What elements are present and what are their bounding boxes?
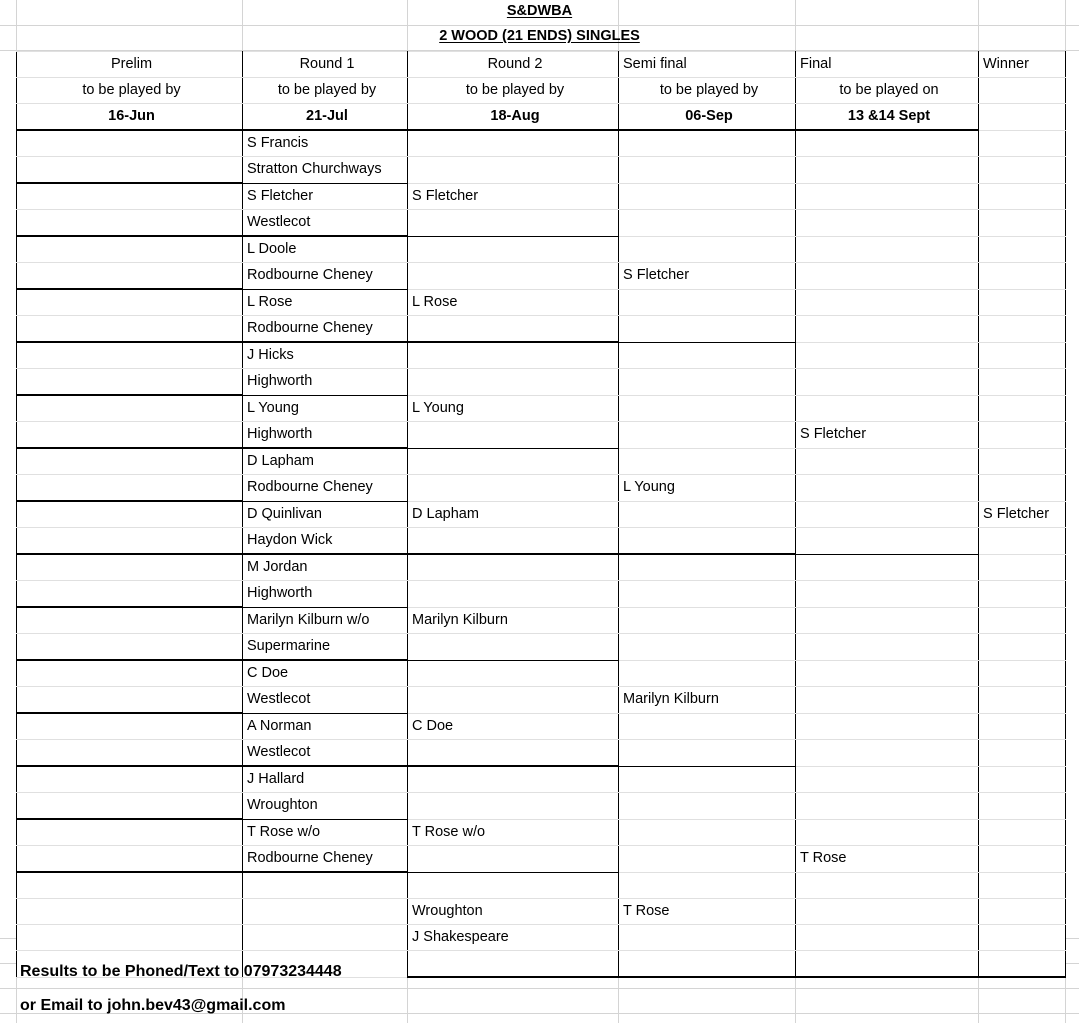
prelim-cell	[17, 448, 243, 475]
round2-cell: Marilyn Kilburn	[408, 607, 619, 634]
final-cell	[796, 342, 979, 369]
bracket-row	[17, 475, 1066, 502]
prelim-cell	[17, 872, 243, 899]
round1-cell: Highworth	[243, 369, 408, 396]
final-cell	[796, 475, 979, 502]
round-header-round1: Round 1	[243, 52, 408, 78]
final-cell	[796, 210, 979, 237]
prelim-cell	[17, 846, 243, 873]
semifinal-cell	[619, 925, 796, 951]
final-cell	[796, 740, 979, 767]
round-header-final: Final	[796, 52, 979, 78]
prelim-cell	[17, 819, 243, 846]
round2-cell	[408, 581, 619, 608]
winner-cell	[979, 581, 1066, 608]
final-cell	[796, 528, 979, 555]
round1-cell: C Doe	[243, 660, 408, 687]
final-cell	[796, 236, 979, 263]
prelim-cell	[17, 130, 243, 157]
round2-cell	[408, 369, 619, 396]
bracket-row	[17, 872, 1066, 899]
semifinal-cell	[619, 634, 796, 661]
round1-cell: L Doole	[243, 236, 408, 263]
round2-cell	[408, 236, 619, 263]
bracket-row	[17, 501, 1066, 528]
round1-cell	[243, 925, 408, 951]
final-cell	[796, 157, 979, 184]
round2-cell	[408, 740, 619, 767]
prelim-cell	[17, 554, 243, 581]
deadline-winner	[979, 104, 1066, 131]
winner-cell	[979, 846, 1066, 873]
round2-cell: S Fletcher	[408, 183, 619, 210]
prelim-cell	[17, 740, 243, 767]
round2-cell	[408, 687, 619, 714]
semifinal-cell	[619, 157, 796, 184]
played-by-final: to be played on	[796, 78, 979, 104]
bracket-row	[17, 210, 1066, 237]
round1-cell: J Hicks	[243, 342, 408, 369]
round1-cell: Highworth	[243, 422, 408, 449]
semifinal-cell	[619, 448, 796, 475]
round2-cell	[408, 528, 619, 555]
played-by-semi: to be played by	[619, 78, 796, 104]
prelim-cell	[17, 528, 243, 555]
bracket-row	[17, 660, 1066, 687]
bracket-row	[17, 607, 1066, 634]
round2-cell	[408, 660, 619, 687]
round2-cell: Wroughton	[408, 899, 619, 925]
winner-cell	[979, 793, 1066, 820]
final-cell	[796, 501, 979, 528]
round2-cell: L Rose	[408, 289, 619, 316]
winner-cell	[979, 899, 1066, 925]
semifinal-cell	[619, 766, 796, 793]
round1-cell: Westlecot	[243, 210, 408, 237]
round2-cell	[408, 130, 619, 157]
bracket-row	[17, 634, 1066, 661]
round-header-semi: Semi final	[619, 52, 796, 78]
prelim-cell	[17, 342, 243, 369]
bracket-row	[17, 236, 1066, 263]
winner-cell	[979, 872, 1066, 899]
prelim-cell	[17, 793, 243, 820]
semifinal-cell	[619, 951, 796, 978]
winner-cell	[979, 236, 1066, 263]
final-cell	[796, 951, 979, 978]
deadline-prelim: 16-Jun	[17, 104, 243, 131]
final-cell	[796, 687, 979, 714]
competition-title	[0, 28, 1079, 44]
round1-cell: L Young	[243, 395, 408, 422]
round1-cell: Rodbourne Cheney	[243, 846, 408, 873]
results-phone-instruction: Results to be Phoned/Text to 07973234448	[20, 963, 342, 980]
bracket-row	[17, 925, 1066, 951]
round1-cell: Supermarine	[243, 634, 408, 661]
round1-cell: Haydon Wick	[243, 528, 408, 555]
winner-cell	[979, 422, 1066, 449]
round1-cell: Highworth	[243, 581, 408, 608]
semifinal-cell	[619, 581, 796, 608]
bracket-row	[17, 422, 1066, 449]
prelim-cell	[17, 899, 243, 925]
bracket-row	[17, 819, 1066, 846]
prelim-cell	[17, 183, 243, 210]
competition-title-text: 2 WOOD (21 ENDS) SINGLES	[439, 28, 640, 44]
bracket-row	[17, 448, 1066, 475]
winner-cell	[979, 448, 1066, 475]
winner-cell	[979, 713, 1066, 740]
final-cell	[796, 819, 979, 846]
round1-cell: Wroughton	[243, 793, 408, 820]
bracket-body	[17, 130, 1066, 977]
round2-cell: T Rose w/o	[408, 819, 619, 846]
winner-cell	[979, 740, 1066, 767]
prelim-cell	[17, 263, 243, 290]
semifinal-cell	[619, 793, 796, 820]
round1-cell: Westlecot	[243, 687, 408, 714]
final-cell	[796, 554, 979, 581]
winner-cell	[979, 342, 1066, 369]
semifinal-cell	[619, 342, 796, 369]
round2-cell: C Doe	[408, 713, 619, 740]
bracket-row	[17, 289, 1066, 316]
winner-cell	[979, 369, 1066, 396]
winner-cell	[979, 475, 1066, 502]
winner-cell: S Fletcher	[979, 501, 1066, 528]
prelim-cell	[17, 395, 243, 422]
played-by-winner	[979, 78, 1066, 104]
semifinal-cell	[619, 713, 796, 740]
winner-cell	[979, 157, 1066, 184]
final-cell	[796, 183, 979, 210]
semifinal-cell	[619, 236, 796, 263]
round1-cell: L Rose	[243, 289, 408, 316]
bracket-row	[17, 316, 1066, 343]
winner-cell	[979, 766, 1066, 793]
winner-cell	[979, 289, 1066, 316]
bracket-row	[17, 687, 1066, 714]
round1-cell: D Quinlivan	[243, 501, 408, 528]
bracket-row	[17, 554, 1066, 581]
prelim-cell	[17, 157, 243, 184]
round2-cell	[408, 316, 619, 343]
bracket-row	[17, 263, 1066, 290]
semifinal-cell	[619, 660, 796, 687]
round2-cell	[408, 475, 619, 502]
semifinal-cell	[619, 422, 796, 449]
round1-cell: Westlecot	[243, 740, 408, 767]
semifinal-cell	[619, 819, 796, 846]
round1-cell: Rodbourne Cheney	[243, 263, 408, 290]
round2-cell	[408, 422, 619, 449]
prelim-cell	[17, 289, 243, 316]
winner-cell	[979, 316, 1066, 343]
winner-cell	[979, 607, 1066, 634]
semifinal-cell	[619, 369, 796, 396]
round1-cell: S Fletcher	[243, 183, 408, 210]
prelim-cell	[17, 713, 243, 740]
round1-cell: Marilyn Kilburn w/o	[243, 607, 408, 634]
round2-cell	[408, 210, 619, 237]
deadline-round2: 18-Aug	[408, 104, 619, 131]
prelim-cell	[17, 475, 243, 502]
prelim-cell	[17, 925, 243, 951]
round-header-row	[17, 52, 1066, 78]
winner-cell	[979, 634, 1066, 661]
winner-cell	[979, 687, 1066, 714]
final-cell	[796, 713, 979, 740]
bracket-row	[17, 342, 1066, 369]
round2-cell	[408, 342, 619, 369]
final-cell	[796, 925, 979, 951]
prelim-cell	[17, 316, 243, 343]
round2-cell	[408, 263, 619, 290]
prelim-cell	[17, 581, 243, 608]
round1-cell	[243, 899, 408, 925]
bracket-row	[17, 846, 1066, 873]
semifinal-cell: T Rose	[619, 899, 796, 925]
prelim-cell	[17, 210, 243, 237]
final-cell	[796, 395, 979, 422]
played-by-prelim: to be played by	[17, 78, 243, 104]
prelim-cell	[17, 501, 243, 528]
round1-cell: Rodbourne Cheney	[243, 475, 408, 502]
round-header-winner: Winner	[979, 52, 1066, 78]
final-cell	[796, 369, 979, 396]
semifinal-cell	[619, 395, 796, 422]
round2-cell	[408, 872, 619, 899]
winner-cell	[979, 660, 1066, 687]
round2-cell	[408, 554, 619, 581]
played-by-round1: to be played by	[243, 78, 408, 104]
final-cell	[796, 660, 979, 687]
round1-cell: T Rose w/o	[243, 819, 408, 846]
semifinal-cell	[619, 740, 796, 767]
semifinal-cell: Marilyn Kilburn	[619, 687, 796, 714]
semifinal-cell	[619, 289, 796, 316]
prelim-cell	[17, 422, 243, 449]
bracket-row	[17, 713, 1066, 740]
round1-cell: M Jordan	[243, 554, 408, 581]
bracket-row	[17, 157, 1066, 184]
bracket-row	[17, 369, 1066, 396]
round1-cell: A Norman	[243, 713, 408, 740]
prelim-cell	[17, 634, 243, 661]
winner-cell	[979, 183, 1066, 210]
final-cell: S Fletcher	[796, 422, 979, 449]
semifinal-cell	[619, 607, 796, 634]
prelim-cell	[17, 660, 243, 687]
round2-cell	[408, 157, 619, 184]
round1-cell: S Francis	[243, 130, 408, 157]
bracket-row	[17, 740, 1066, 767]
deadline-round1: 21-Jul	[243, 104, 408, 131]
deadline-semi: 06-Sep	[619, 104, 796, 131]
round2-cell: J Shakespeare	[408, 925, 619, 951]
prelim-cell	[17, 766, 243, 793]
bracket-row	[17, 395, 1066, 422]
prelim-cell	[17, 236, 243, 263]
final-cell	[796, 130, 979, 157]
played-by-round2: to be played by	[408, 78, 619, 104]
round1-cell: Rodbourne Cheney	[243, 316, 408, 343]
semifinal-cell	[619, 554, 796, 581]
round2-cell	[408, 634, 619, 661]
round-header-round2: Round 2	[408, 52, 619, 78]
final-cell	[796, 448, 979, 475]
winner-cell	[979, 951, 1066, 978]
semifinal-cell	[619, 210, 796, 237]
bracket-row	[17, 581, 1066, 608]
semifinal-cell: S Fletcher	[619, 263, 796, 290]
final-cell: T Rose	[796, 846, 979, 873]
bracket-row	[17, 793, 1066, 820]
round2-cell	[408, 448, 619, 475]
round2-cell: D Lapham	[408, 501, 619, 528]
final-cell	[796, 316, 979, 343]
winner-cell	[979, 395, 1066, 422]
round1-cell: J Hallard	[243, 766, 408, 793]
round2-cell	[408, 766, 619, 793]
round2-cell	[408, 846, 619, 873]
round1-cell: D Lapham	[243, 448, 408, 475]
semifinal-cell	[619, 316, 796, 343]
winner-cell	[979, 210, 1066, 237]
results-email-instruction: or Email to john.bev43@gmail.com	[20, 997, 286, 1014]
semifinal-cell	[619, 846, 796, 873]
winner-cell	[979, 528, 1066, 555]
semifinal-cell	[619, 528, 796, 555]
bracket-row	[17, 766, 1066, 793]
semifinal-cell	[619, 130, 796, 157]
deadline-date-row	[17, 104, 1066, 131]
round1-cell: Stratton Churchways	[243, 157, 408, 184]
prelim-cell	[17, 687, 243, 714]
winner-cell	[979, 554, 1066, 581]
organisation-title	[0, 3, 1079, 19]
winner-cell	[979, 819, 1066, 846]
winner-cell	[979, 263, 1066, 290]
round2-cell	[408, 951, 619, 978]
final-cell	[796, 289, 979, 316]
played-by-row	[17, 78, 1066, 104]
final-cell	[796, 899, 979, 925]
semifinal-cell	[619, 872, 796, 899]
round-header-prelim: Prelim	[17, 52, 243, 78]
winner-cell	[979, 925, 1066, 951]
bracket-row	[17, 528, 1066, 555]
final-cell	[796, 634, 979, 661]
bracket-row	[17, 899, 1066, 925]
final-cell	[796, 581, 979, 608]
bracket-row	[17, 130, 1066, 157]
tournament-bracket-table	[16, 51, 1066, 978]
semifinal-cell	[619, 183, 796, 210]
bracket-row	[17, 183, 1066, 210]
round2-cell	[408, 793, 619, 820]
final-cell	[796, 263, 979, 290]
semifinal-cell	[619, 501, 796, 528]
round1-cell	[243, 872, 408, 899]
final-cell	[796, 872, 979, 899]
final-cell	[796, 766, 979, 793]
prelim-cell	[17, 369, 243, 396]
semifinal-cell: L Young	[619, 475, 796, 502]
winner-cell	[979, 130, 1066, 157]
final-cell	[796, 607, 979, 634]
organisation-title-text: S&DWBA	[506, 3, 573, 19]
deadline-final: 13 &14 Sept	[796, 104, 979, 131]
final-cell	[796, 793, 979, 820]
prelim-cell	[17, 607, 243, 634]
round2-cell: L Young	[408, 395, 619, 422]
